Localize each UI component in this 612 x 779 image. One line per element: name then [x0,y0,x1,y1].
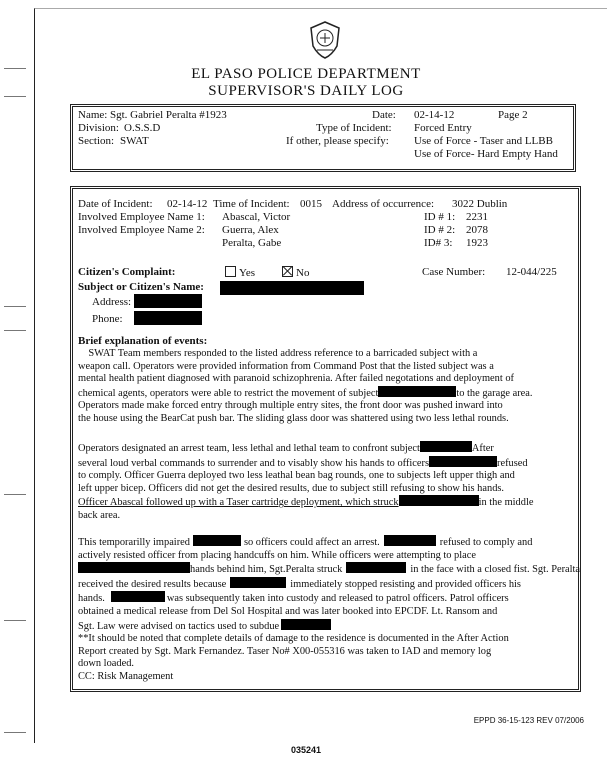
p2-text: refused [497,457,528,469]
name-value: Sgt. Gabriel Peralta #1923 [110,109,227,121]
form-number: EPPD 36-15-123 REV 07/2006 [473,716,584,725]
case-number-label: Case Number: [422,266,486,278]
p2-text: Operators designated an arrest team, less lethal and lethal team to confront subject [78,443,420,454]
redaction [193,535,241,546]
redaction [420,441,472,452]
p3-line: Report created by Sgt. Mark Fernandez. Taser No# X00-055316 was taken to IAD and memory log [78,645,492,657]
p2-line: back area. [78,509,121,521]
complaint-label: Citizen's Complaint: [78,266,176,278]
p1-line [78,386,533,401]
division-value: O.S.S.D [124,122,161,134]
subject-name-label: Subject or Citizen's Name: [78,281,204,293]
id-3-label: ID# 3: [424,237,453,249]
redaction [429,456,497,467]
address-occurrence-value: 3022 Dublin [452,198,508,210]
p3-text: received the desired results because [78,578,227,590]
p3-text: hands behind him, Sgt.Peralta struck [190,564,343,576]
p3-line: **It should be noted that complete details of damage to the residence is documented in the After Action [78,633,509,645]
p3-text: so officers could affect an arrest. [243,537,380,548]
p2-line: left upper bicep. Officers did not get the desired results, due to subject still refusing to show his hands. [78,482,505,494]
complaint-yes-option[interactable] [225,266,255,279]
p2-line: to comply. Officer Guerra deployed two less leathal bean bag rounds, one to subjects left upper thigh and [78,470,515,482]
redaction [346,562,406,573]
no-label: No [296,267,310,279]
p1-line: the house using the BearCat push bar. The sliding glass door was shattered using two less lethal rounds. [78,412,509,424]
incident-date-value: 02-14-12 [167,198,208,210]
date-label: Date: [372,109,396,121]
p1-line: mental health patient diagnosed with paranoid schizophrenia. After failed negotations and deployment of [78,373,514,385]
p2-text: in the middle [478,497,534,509]
address-occurrence-label: Address of occurrence: [332,198,435,210]
p3-text: refused to comply and [439,537,533,548]
bates-number: 035241 [290,745,322,755]
section-label: Section: [78,135,115,147]
id-3-value: 1923 [466,237,488,249]
incident-type-value: Forced Entry [414,122,472,134]
paragraph-2 [78,441,533,523]
paragraph-3 [78,535,580,684]
employee-2-value: Guerra, Alex [222,224,279,236]
p2-text: several loud verbal commands to surrender and to visably show his hands to officers [78,457,429,469]
redaction-phone [134,311,202,325]
incident-type-label: Type of Incident: [316,122,392,134]
incident-time-label: Time of Incident: [213,198,290,210]
redaction [78,562,190,573]
log-title: SUPERVISOR'S DAILY LOG [208,83,404,99]
p1-line: Operators made make forced entry through multiple entry sites, the front door was pushed inward into [78,400,503,412]
other-label: If other, please specify: [286,135,389,147]
id-2-label: ID # 2: [424,224,456,236]
other-value-1: Use of Force - Taser and LLBB [414,135,553,147]
p3-line [78,591,580,606]
redaction-subject-name [220,281,364,295]
p3-line [78,619,580,634]
p1-line: SWAT Team members responded to the listed address reference to a barricaded subject with a [78,348,478,359]
p2-text: Officer Abascal followed up with a Taser cartridge deployment, which struck [78,497,399,509]
other-value-2: Use of Force- Hard Empty Hand [414,148,558,160]
id-1-value: 2231 [466,211,488,223]
p2-text: After [471,443,494,454]
yes-checkbox[interactable] [225,266,236,277]
section-value: SWAT [120,135,149,147]
p3-line: actively resisted officer from placing handcuffs on him. While officers were attempting to place [78,549,476,561]
redaction [111,591,165,602]
p3-line [78,577,580,592]
p1-line: weapon call. Operators were provided information from Command Post that the listed subject was a [78,360,494,372]
p3-line [78,562,580,577]
phone-label: Phone: [92,313,123,325]
paragraph-1 [78,348,533,426]
p3-text: This temporarilly impaired [78,537,190,548]
division-label: Division: [78,122,119,134]
yes-label: Yes [239,267,256,279]
name-label: Name: [78,109,108,121]
case-number-value: 12-044/225 [506,266,557,278]
employee-2-label: Involved Employee Name 2: [78,224,205,236]
redaction [384,535,436,546]
margin-marks [0,0,30,779]
p2-line [78,456,533,471]
redaction [230,577,286,588]
redaction [281,619,331,630]
cc-line: CC: Risk Management [78,670,174,682]
employee-3-value: Peralta, Gabe [222,237,282,249]
redaction [399,495,479,506]
explanation-heading: Brief explanation of events: [78,335,208,347]
incident-date-label: Date of Incident: [78,198,153,210]
p2-line [78,495,533,510]
department-seal-icon [308,20,342,60]
redaction [378,386,456,397]
p3-text: was subsequently taken into custody and released to patrol officers. Patrol officers [166,593,509,605]
page-label: Page 2 [498,109,528,121]
p1-text: chemical agents, operators were able to restrict the movement of subject [78,387,379,399]
id-1-label: ID # 1: [424,211,456,223]
id-2-value: 2078 [466,224,488,236]
employee-1-label: Involved Employee Name 1: [78,211,205,223]
department-title: EL PASO POLICE DEPARTMENT [191,66,421,82]
p3-text: Sgt. Law were advised on tactics used to subdue [78,620,280,632]
address-label: Address: [92,296,132,308]
p3-line [78,535,580,550]
p3-text: in the face with a closed fist. Sgt. Peralta [410,564,581,576]
employee-1-value: Abascal, Victor [222,211,291,223]
p3-line: obtained a medical release from Del Sol Hospital and was later booked into EPCDF. Lt. Ransom and [78,605,498,617]
complaint-no-option[interactable] [282,266,309,279]
p3-line: down loaded. [78,658,134,670]
p2-line [78,441,533,456]
redaction-address [134,294,202,308]
p1-text: to the garage area. [456,387,533,399]
p3-text: hands. [78,593,105,605]
incident-time-value: 0015 [300,198,322,210]
p3-text: immediately stopped resisting and provided officers his [290,578,521,590]
date-value: 02-14-12 [414,109,455,121]
no-checkbox[interactable] [282,266,293,277]
